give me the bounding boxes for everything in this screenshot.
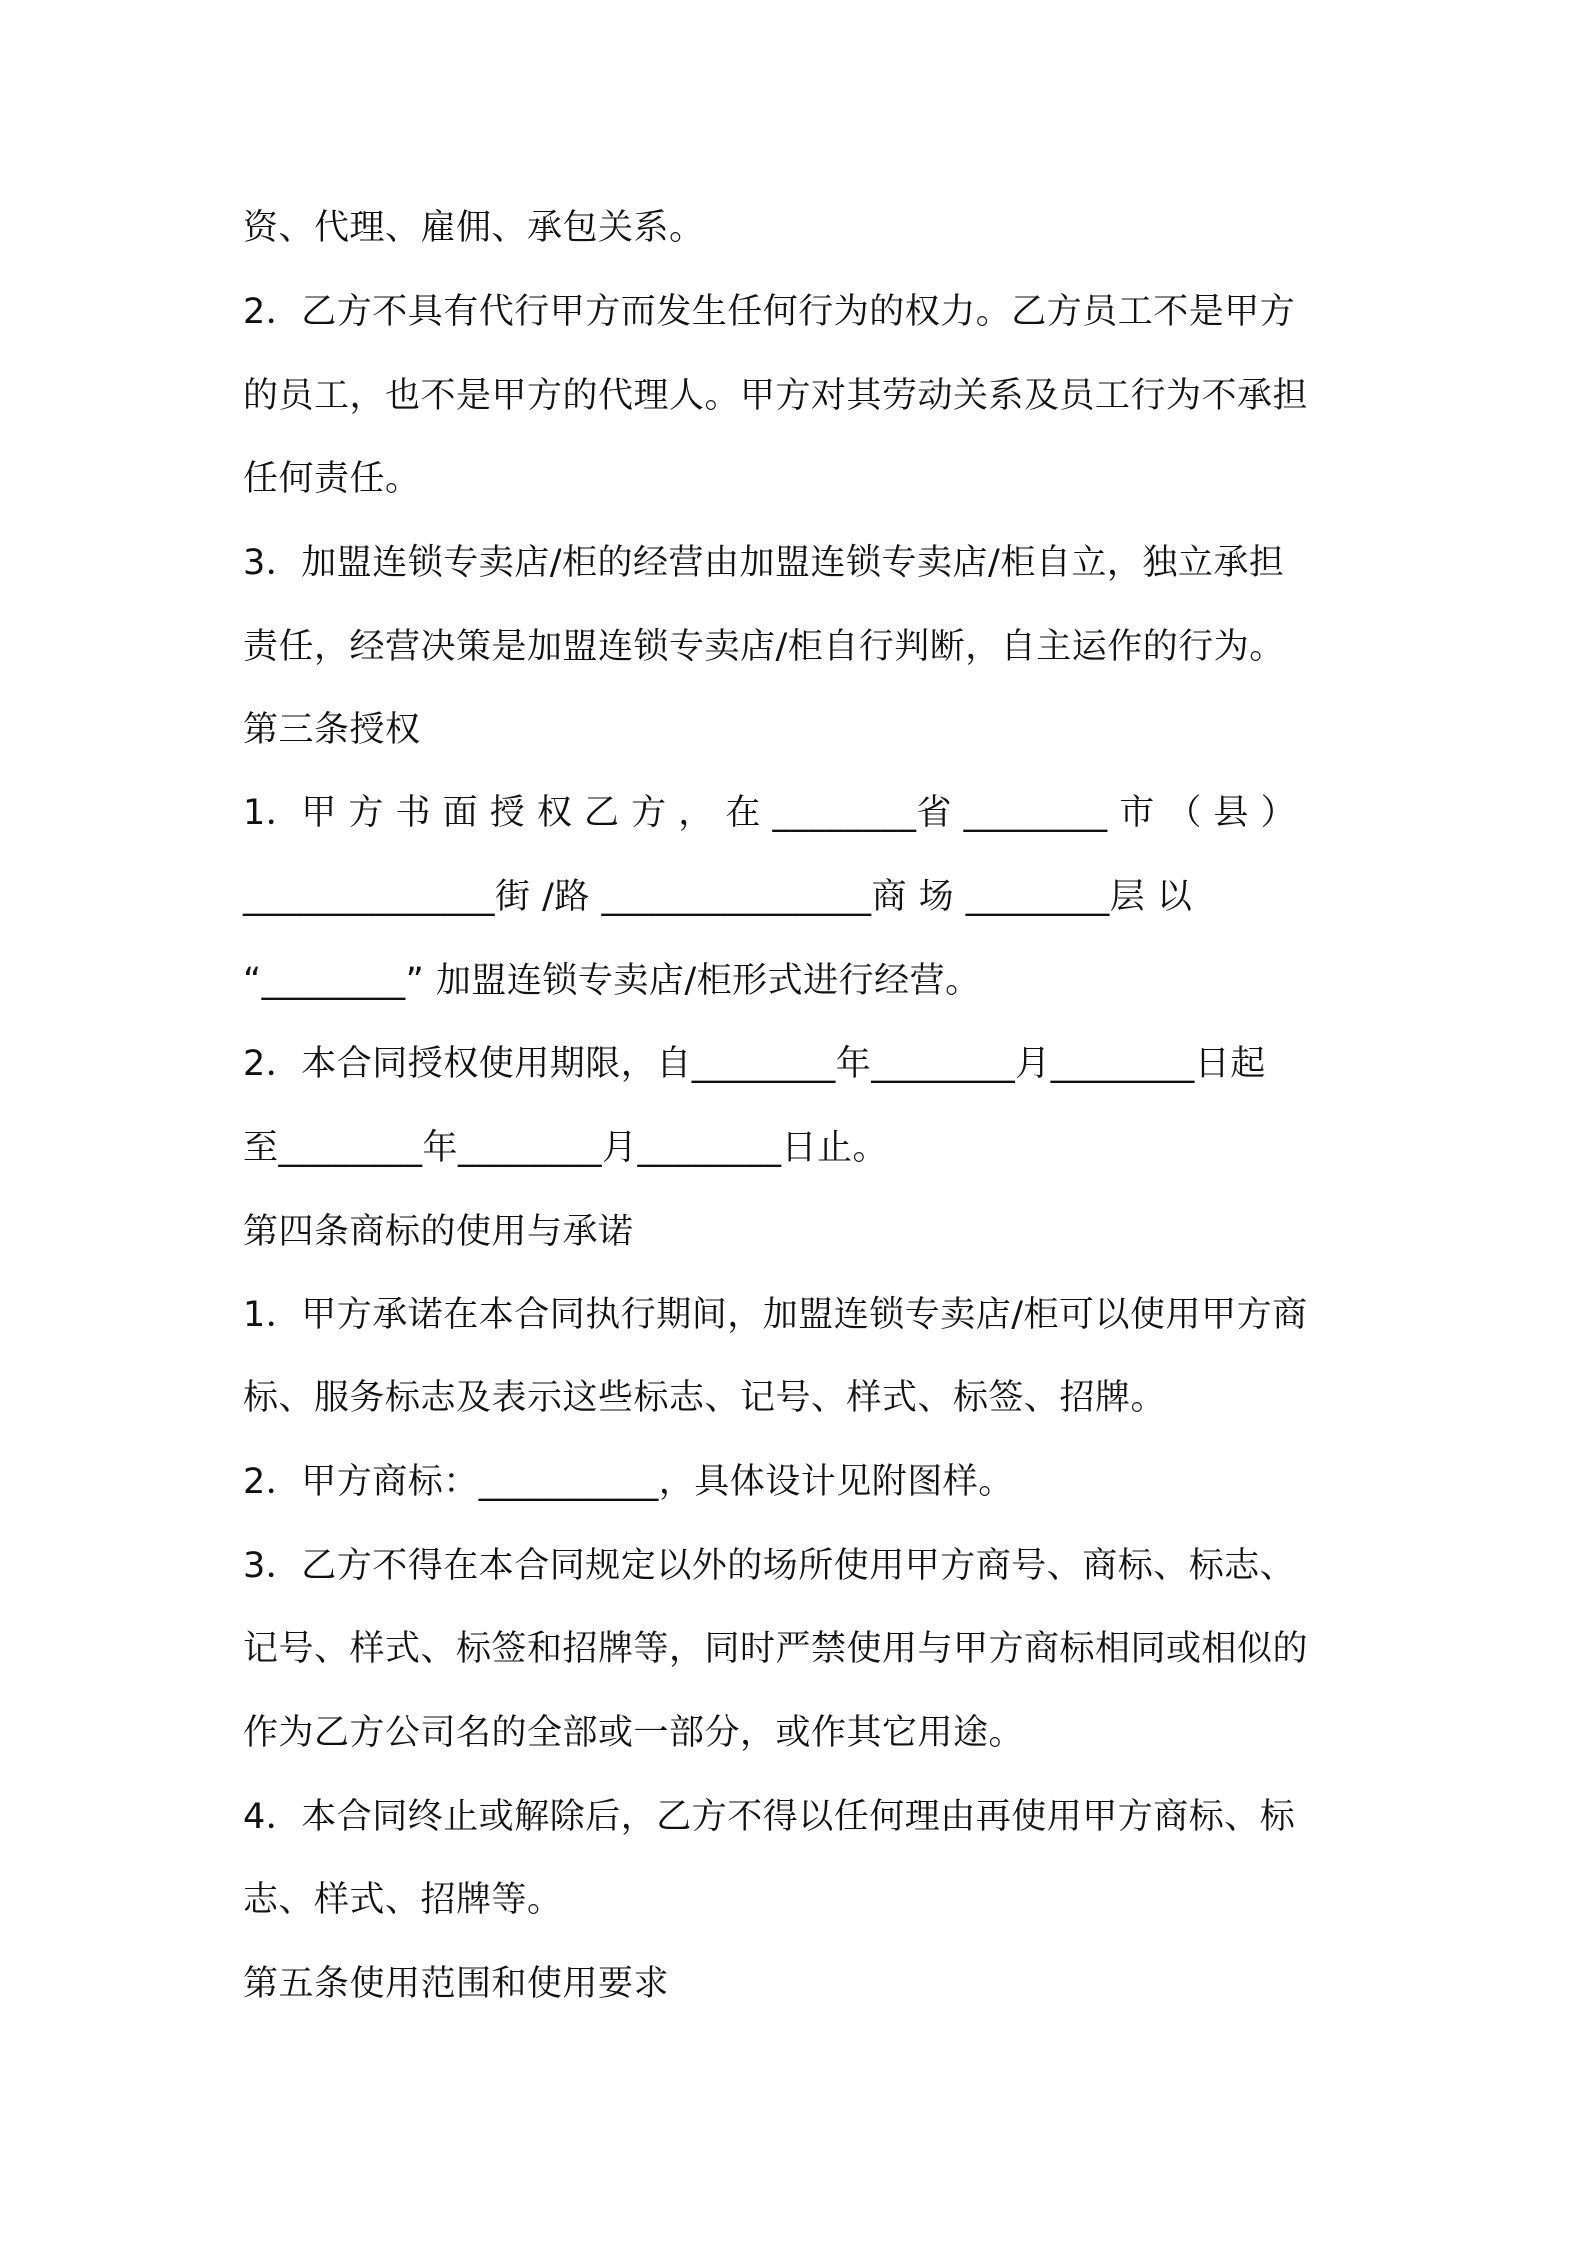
paragraph-line: 资、代理、雇佣、承包关系。: [243, 208, 705, 248]
paragraph-line: “________” 加盟连锁专卖店/柜形式进行经营。: [243, 961, 981, 1001]
paragraph-line: 2．乙方不具有代行甲方而发生任何行为的权力。乙方员工不是甲方: [243, 292, 1296, 332]
paragraph-line: 的员工，也不是甲方的代理人。甲方对其劳动关系及员工行为不承担: [243, 376, 1309, 416]
paragraph-line: 1．甲 方 书 面 授 权 乙 方 ， 在 ________省 ________ 市 （ 县 ）: [243, 793, 1297, 833]
paragraph-line: 1．甲方承诺在本合同执行期间，加盟连锁专卖店/柜可以使用甲方商: [243, 1295, 1308, 1335]
paragraph-line: ______________街 /路 _______________商 场 ________层 以: [243, 877, 1193, 917]
paragraph-line: 至________年________月________日止。: [243, 1128, 889, 1168]
paragraph-line: 3．加盟连锁专卖店/柜的经营由加盟连锁专卖店/柜自立，独立承担: [243, 543, 1285, 583]
paragraph-line: 志、样式、招牌等。: [243, 1880, 563, 1920]
paragraph-line: 2．甲方商标：__________，具体设计见附图样。: [243, 1462, 1014, 1502]
section-heading: 第三条授权: [243, 710, 421, 750]
paragraph-line: 标、服务标志及表示这些标志、记号、样式、标签、招牌。: [243, 1378, 1167, 1418]
paragraph-line: 2．本合同授权使用期限，自________年________月________日起: [243, 1044, 1266, 1084]
paragraph-line: 3．乙方不得在本合同规定以外的场所使用甲方商号、商标、标志、: [243, 1546, 1296, 1586]
paragraph-line: 记号、样式、标签和招牌等，同时严禁使用与甲方商标相同或相似的: [243, 1629, 1309, 1669]
paragraph-line: 任何责任。: [243, 459, 421, 499]
paragraph-line: 4．本合同终止或解除后，乙方不得以任何理由再使用甲方商标、标: [243, 1797, 1296, 1837]
paragraph-line: 责任，经营决策是加盟连锁专卖店/柜自行判断，自主运作的行为。: [243, 627, 1285, 667]
section-heading: 第四条商标的使用与承诺: [243, 1212, 634, 1252]
paragraph-line: 作为乙方公司名的全部或一部分，或作其它用途。: [243, 1713, 1025, 1753]
section-heading: 第五条使用范围和使用要求: [243, 1964, 670, 2004]
